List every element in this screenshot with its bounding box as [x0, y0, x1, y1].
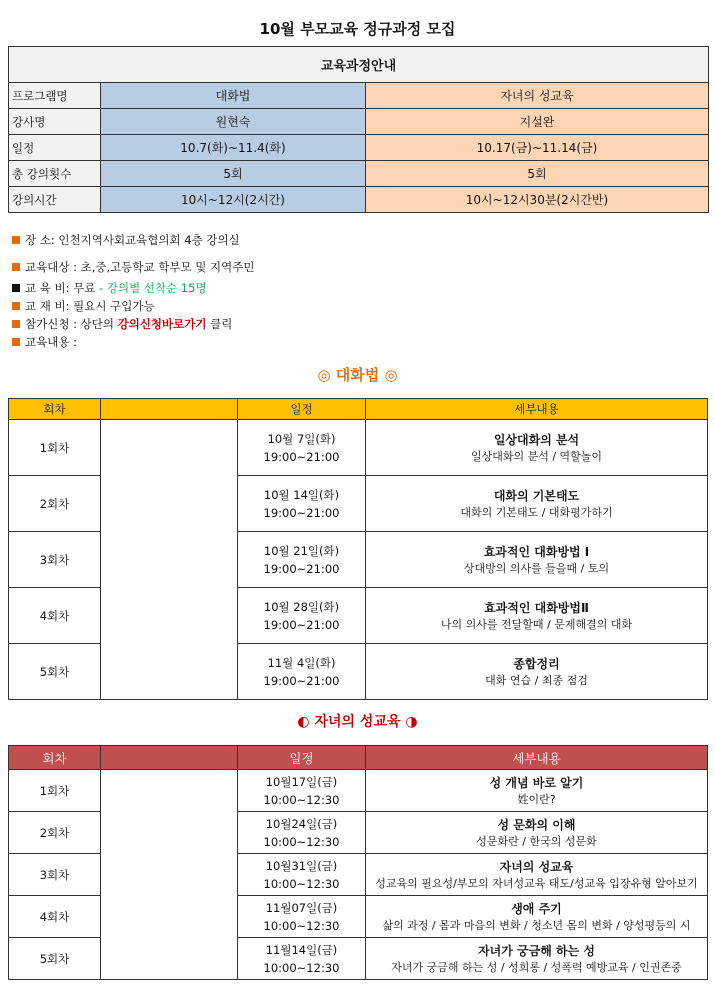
column-header: 세부내용: [366, 746, 708, 770]
bullet-place: [12, 232, 240, 248]
column-header: 회차: [9, 399, 101, 420]
column-header: 일정: [238, 746, 366, 770]
session-date: 10월24일(금) 10:00~12:30: [238, 812, 366, 854]
session-number: 2회차: [9, 812, 101, 854]
fee-note: - 강의별 선착순 15명: [99, 281, 207, 295]
row-label: 강의시간: [9, 187, 101, 213]
bullet-text: 교 재 비: 필요시 구입가능: [25, 299, 155, 313]
session-number: 5회차: [9, 644, 101, 700]
session-detail: 자녀가 궁금해 하는 성 자녀가 궁금해 하는 성 / 성희롱 / 성폭력 예방교육 / 인권존중: [366, 938, 708, 980]
session-number: 1회차: [9, 420, 101, 476]
course-info-header: 교육과정안내: [9, 47, 709, 83]
bullet-text: 참가신청 : 상단의: [25, 317, 114, 331]
section-heading-conversation: ◎ 대화법 ◎: [317, 366, 398, 384]
column-header: [101, 399, 238, 420]
blank-cell: [101, 770, 238, 980]
bullet-material: [12, 298, 155, 314]
bullet-text: 교육내용 :: [25, 335, 77, 349]
session-number: 3회차: [9, 854, 101, 896]
session-date: 10월17일(금) 10:00~12:30: [238, 770, 366, 812]
course-info-table: [8, 46, 709, 213]
bullet-text: 교육대상 : 초,중,고등학교 학부모 및 지역주민: [25, 260, 255, 274]
session-date: 10월 21일(화) 19:00~21:00: [238, 532, 366, 588]
session-detail: 생애 주기 삶의 과정 / 몸과 마음의 변화 / 청소년 몸의 변화 / 양성평등의 시: [366, 896, 708, 938]
row-label: 총 강의횟수: [9, 161, 101, 187]
square-bullet-icon: [12, 320, 20, 328]
square-bullet-icon: [12, 302, 20, 310]
session-date: 10월31일(금) 10:00~12:30: [238, 854, 366, 896]
page-title: 10월 부모교육 정규과정 모집: [259, 20, 456, 38]
bullet-fee: [12, 280, 207, 296]
session-date: 11월07일(금) 10:00~12:30: [238, 896, 366, 938]
sex-education-schedule-table: [8, 745, 708, 980]
program-a-cell: 10.7(화)~11.4(화): [101, 135, 366, 161]
session-number: 1회차: [9, 770, 101, 812]
session-number: 4회차: [9, 896, 101, 938]
program-a-cell: 대화법: [101, 83, 366, 109]
square-bullet-icon: [12, 338, 20, 346]
program-a-cell: 원현숙: [101, 109, 366, 135]
session-detail: 일상대화의 분석 일상대화의 분석 / 역할놀이: [366, 420, 708, 476]
square-bullet-icon: [12, 284, 20, 292]
blank-cell: [101, 420, 238, 700]
session-number: 3회차: [9, 532, 101, 588]
session-number: 4회차: [9, 588, 101, 644]
row-label: 프로그램명: [9, 83, 101, 109]
column-header: [101, 746, 238, 770]
session-date: 11월14일(금) 10:00~12:30: [238, 938, 366, 980]
session-date: 10월 28일(화) 19:00~21:00: [238, 588, 366, 644]
bullet-text: 클릭: [210, 317, 233, 331]
program-a-cell: 10시~12시(2시간): [101, 187, 366, 213]
session-detail: 대화의 기본태도 대화의 기본태도 / 대화평가하기: [366, 476, 708, 532]
square-bullet-icon: [12, 236, 20, 244]
session-detail: 효과적인 대화방법 I 상대방의 의사를 들을때 / 토의: [366, 532, 708, 588]
column-header: 세부내용: [366, 399, 708, 420]
session-detail: 성 문화의 이해 성문화란 / 한국의 성문화: [366, 812, 708, 854]
row-label: 강사명: [9, 109, 101, 135]
program-b-cell: 지설완: [366, 109, 709, 135]
session-date: 11월 4일(화) 19:00~21:00: [238, 644, 366, 700]
bullet-target: [12, 259, 254, 275]
apply-link[interactable]: 강의신청바로가기: [117, 317, 207, 331]
section-heading-sex-education: ◐ 자녀의 성교육 ◑: [297, 714, 418, 730]
table-row: [9, 420, 708, 476]
session-detail: 자녀의 성교육 성교육의 필요성/부모의 자녀성교육 태도/성교육 입장유형 알아보기: [366, 854, 708, 896]
session-number: 2회차: [9, 476, 101, 532]
column-header: 일정: [238, 399, 366, 420]
program-b-cell: 10시~12시30분(2시간반): [366, 187, 709, 213]
program-b-cell: 10.17(금)~11.14(금): [366, 135, 709, 161]
session-date: 10월 14일(화) 19:00~21:00: [238, 476, 366, 532]
bullet-text: 장 소: 인천지역사회교육협의회 4층 강의실: [25, 233, 240, 247]
bullet-content: [12, 334, 77, 350]
conversation-schedule-table: [8, 398, 708, 700]
row-label: 일정: [9, 135, 101, 161]
program-a-cell: 5회: [101, 161, 366, 187]
square-bullet-icon: [12, 263, 20, 271]
session-date: 10월 7일(화) 19:00~21:00: [238, 420, 366, 476]
column-header: 회차: [9, 746, 101, 770]
session-number: 5회차: [9, 938, 101, 980]
program-b-cell: 5회: [366, 161, 709, 187]
bullet-text: 교 육 비: 무료: [25, 281, 96, 295]
session-detail: 성 개념 바로 알기 姓이란?: [366, 770, 708, 812]
session-detail: 종합정리 대화 연습 / 최종 점검: [366, 644, 708, 700]
session-detail: 효과적인 대화방법Ⅱ 나의 의사를 전달할때 / 문제해결의 대화: [366, 588, 708, 644]
program-b-cell: 자녀의 성교육: [366, 83, 709, 109]
table-row: [9, 770, 708, 812]
bullet-apply: [12, 316, 232, 332]
